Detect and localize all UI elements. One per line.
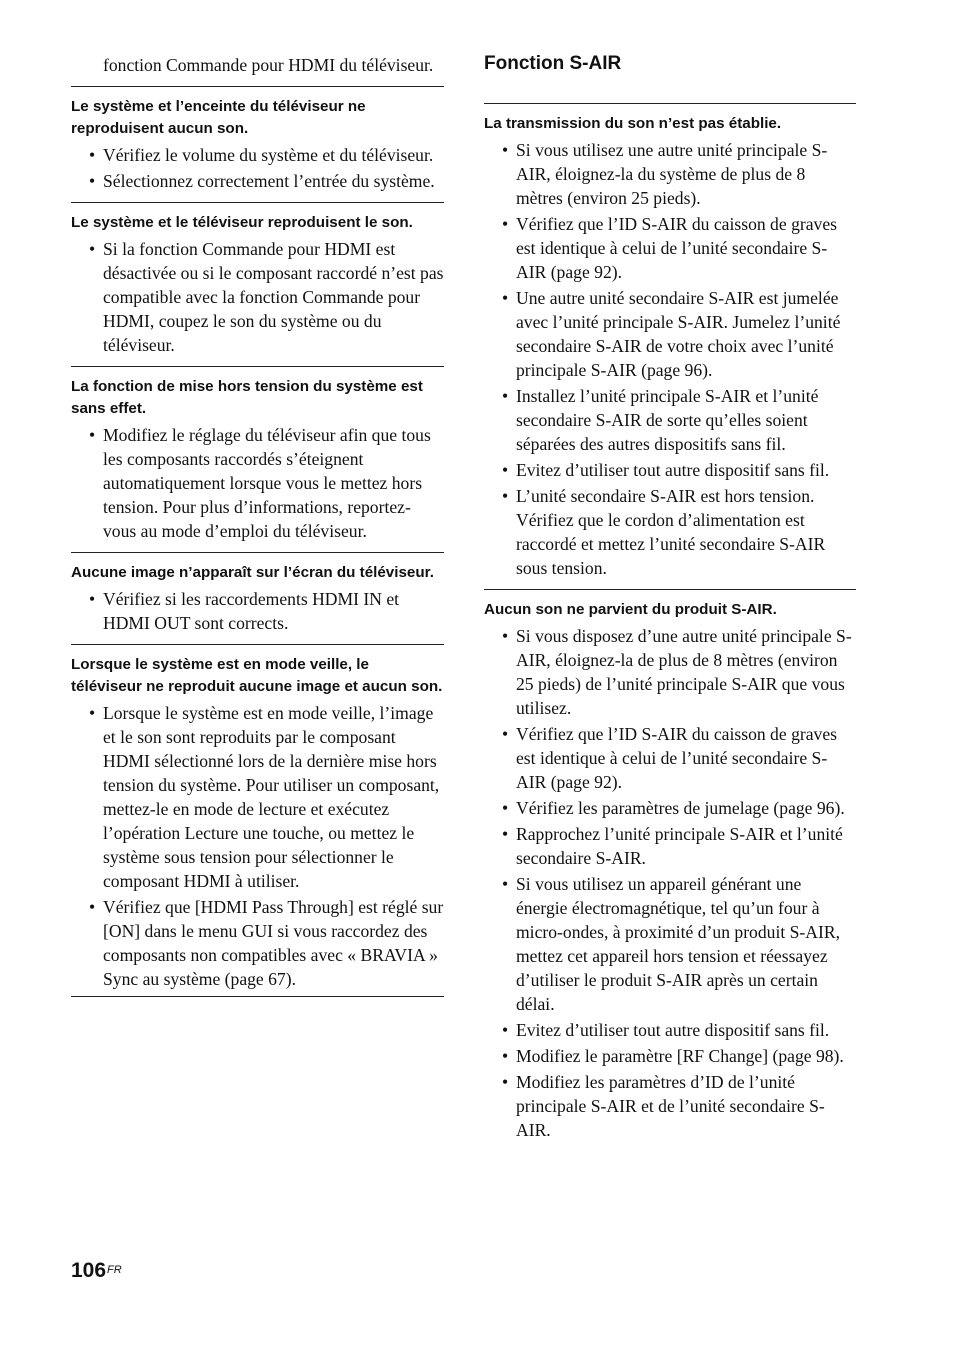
list-item: • Vérifiez les paramètres de jumelage (page 96). <box>484 796 856 820</box>
list-item: • Rapprochez l’unité principale S-AIR et l’unité secondaire S-AIR. <box>484 822 856 870</box>
section-no-sound <box>71 86 444 193</box>
list-item: • Installez l’unité principale S-AIR et l’unité secondaire S-AIR de sorte qu’elles soient séparées des autres dispositifs sans fil. <box>484 384 856 456</box>
section-transmission-failed <box>484 103 856 580</box>
list-item: • Une autre unité secondaire S-AIR est jumelée avec l’unité principale S-AIR. Jumelez l’unité secondaire S-AIR de votre choix avec l’unité principale S-AIR (page 96). <box>484 286 856 382</box>
section-title: Aucune image n’apparaît sur l’écran du téléviseur. <box>71 564 434 581</box>
page-number <box>71 1258 122 1284</box>
left-column <box>71 50 444 997</box>
section-no-sound-s-air <box>484 589 856 1142</box>
list-item: • Vérifiez que l’ID S-AIR du caisson de graves est identique à celui de l’unité secondaire S-AIR (page 92). <box>484 722 856 794</box>
list-item: • Modifiez les paramètres d’ID de l’unité principale S-AIR et de l’unité secondaire S-AIR. <box>484 1070 856 1142</box>
list-item: • Si vous utilisez une autre unité principale S-AIR, éloignez-la du système de plus de 8 mètres (environ 25 pieds). <box>484 138 856 210</box>
section-title: La fonction de mise hors tension du système est sans effet. <box>71 378 423 417</box>
section-no-image <box>71 552 444 635</box>
section-title: Le système et l’enceinte du téléviseur ne reproduisent aucun son. <box>71 98 366 137</box>
list-item: • Vérifiez si les raccordements HDMI IN et HDMI OUT sont corrects. <box>71 587 444 635</box>
section-title: Le système et le téléviseur reproduisent le son. <box>71 214 413 231</box>
list-item: • Evitez d’utiliser tout autre dispositif sans fil. <box>484 1018 856 1042</box>
list-item: • Vérifiez que l’ID S-AIR du caisson de graves est identique à celui de l’unité secondaire S-AIR (page 92). <box>484 212 856 284</box>
list-item: • Vérifiez le volume du système et du téléviseur. <box>71 143 444 167</box>
section-heading: Fonction S-AIR <box>484 53 622 74</box>
page-number-value: 106 <box>71 1259 107 1282</box>
page-language-code: FR <box>107 1264 122 1276</box>
section-title: Lorsque le système est en mode veille, le téléviseur ne reproduit aucune image et aucun son. <box>71 656 443 695</box>
section-both-reproduce-sound <box>71 202 444 357</box>
section-standby-no-image <box>71 644 444 991</box>
list-item: • Modifiez le réglage du téléviseur afin que tous les composants raccordés s’éteignent automatiquement lorsque vous le mettez hors tension. Pour plus d’informations, reportez-vous au mode d’emploi du téléviseur. <box>71 423 444 543</box>
list-item: • Lorsque le système est en mode veille, l’image et le son sont reproduits par le composant HDMI sélectionné lors de la dernière mise hors tension du système. Pour utiliser un composant, mettez-le en mode de lecture et exécutez l’opération Lecture une touche, ou mettez le système sous tension pour sélectionner le composant HDMI à utiliser. <box>71 701 444 893</box>
section-end-rule <box>71 996 444 997</box>
list-item: • Vérifiez que [HDMI Pass Through] est réglé sur [ON] dans le menu GUI si vous raccordez des composants non compatibles avec « BRAVIA » Sync au système (page 67). <box>71 895 444 991</box>
right-column <box>484 50 856 1144</box>
list-item: • Si la fonction Commande pour HDMI est désactivée ou si le composant raccordé n’est pas compatible avec la fonction Commande pour HDMI, coupez le son du système ou du téléviseur. <box>71 237 444 357</box>
list-item: • Si vous utilisez un appareil générant une énergie électromagnétique, tel qu’un four à micro-ondes, à proximité d’un produit S-AIR, mettez cet appareil hors tension et réessayez d’utiliser le produit S-AIR après un certain délai. <box>484 872 856 1016</box>
list-item: • Modifiez le paramètre [RF Change] (page 98). <box>484 1044 856 1068</box>
list-item: • L’unité secondaire S-AIR est hors tension. Vérifiez que le cordon d’alimentation est raccordé et mettez l’unité secondaire S-AIR sous tension. <box>484 484 856 580</box>
section-title: Aucun son ne parvient du produit S-AIR. <box>484 601 777 618</box>
list-item: • Sélectionnez correctement l’entrée du système. <box>71 169 444 193</box>
list-item: • Evitez d’utiliser tout autre dispositif sans fil. <box>484 458 856 482</box>
continuation-text: fonction Commande pour HDMI du téléviseur. <box>103 55 434 75</box>
section-title: La transmission du son n’est pas établie. <box>484 115 782 132</box>
list-item: • Si vous disposez d’une autre unité principale S-AIR, éloignez-la de plus de 8 mètres (environ 25 pieds) de l’unité principale S-AIR que vous utilisez. <box>484 624 856 720</box>
section-power-off-no-effect <box>71 366 444 543</box>
